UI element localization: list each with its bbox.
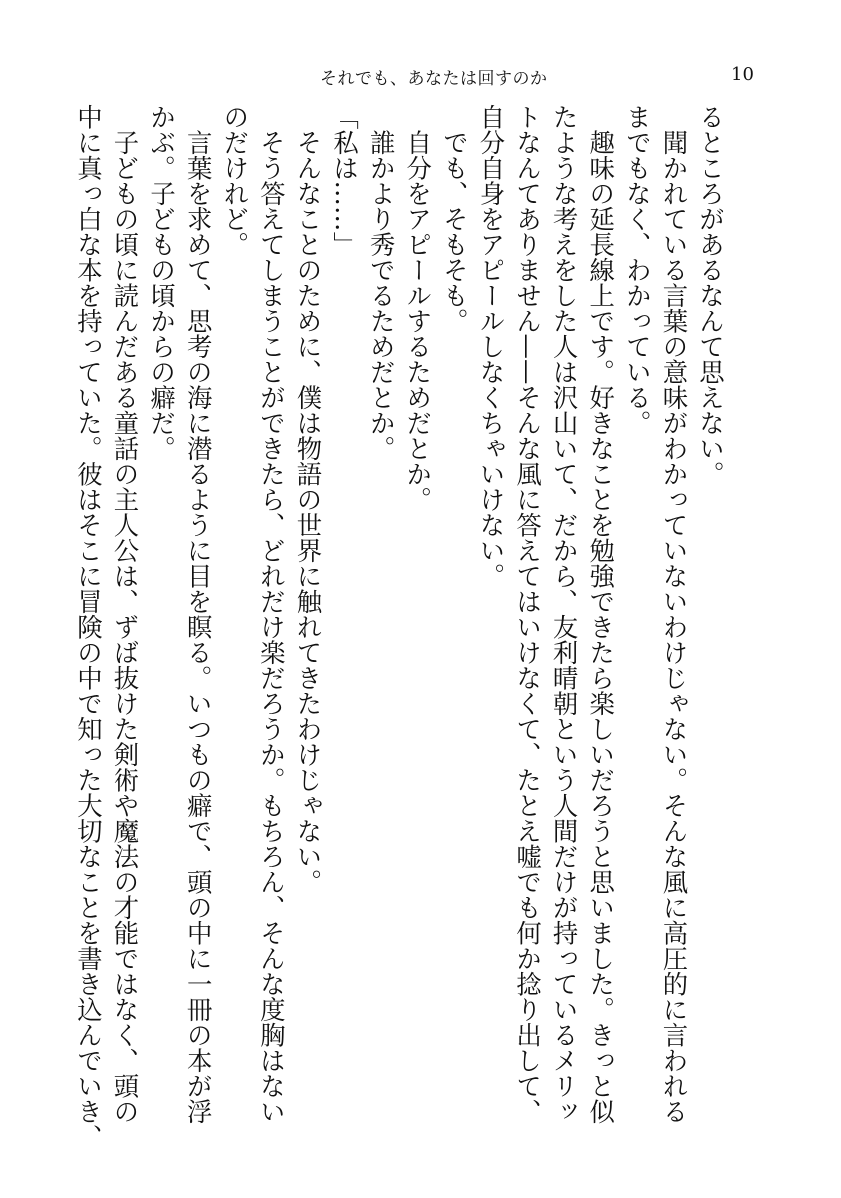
- text-line: までもなく、わかっている。: [622, 104, 653, 436]
- text-line: 言葉を求めて、思考の海に潜るように目を瞑る。いつもの癖で、頭の中に一冊の本が浮: [183, 104, 214, 1124]
- text-line: 誰かより秀でるためだとか。: [366, 104, 397, 461]
- text-line: 聞かれている言葉の意味がわかっていないわけじゃない。そんな風に高圧的に言われる: [659, 104, 690, 1124]
- text-line: そう答えてしまうことができたら、どれだけ楽だろうか。もちろん、そんな度胸はない: [256, 104, 287, 1124]
- text-line: 自分自身をアピールしなくちゃいけない。: [476, 104, 507, 589]
- vertical-body-text: [70, 104, 729, 1150]
- text-line: トなんてありません——そんな風に答えてはいけなくて、たとえ嘘でも何か捻り出して、: [513, 104, 544, 1124]
- text-line: かぶ。子どもの頃からの癖だ。: [147, 104, 178, 461]
- text-line: そんなことのために、僕は物語の世界に触れてきたわけじゃない。: [293, 104, 324, 895]
- text-line: 子どもの頃に読んだある童話の主人公は、ずば抜けた剣術や魔法の才能ではなく、頭の: [110, 104, 141, 1124]
- text-line: でも、そもそも。: [439, 104, 470, 334]
- text-line: 自分をアピールするためだとか。: [403, 104, 434, 512]
- text-line: るところがあるなんて思えない。: [696, 104, 726, 487]
- text-line: 中に真っ白な本を持っていた。彼はそこに冒険の中で知った大切なことを書き込んでいき、: [73, 104, 104, 1150]
- text-line: たような考えをした人は沢山いて、だから、友利晴朝という人間だけが持っているメリッ: [549, 104, 580, 1124]
- running-title: それでも、あなたは回すのか: [320, 69, 548, 89]
- text-line: のだけれど。: [220, 104, 251, 257]
- text-line: 「私は……」: [330, 104, 361, 257]
- page-number: 10: [731, 64, 754, 85]
- text-line: 趣味の延長線上です。好きなことを勉強できたら楽しいだろうと思いました。きっと似: [586, 104, 617, 1124]
